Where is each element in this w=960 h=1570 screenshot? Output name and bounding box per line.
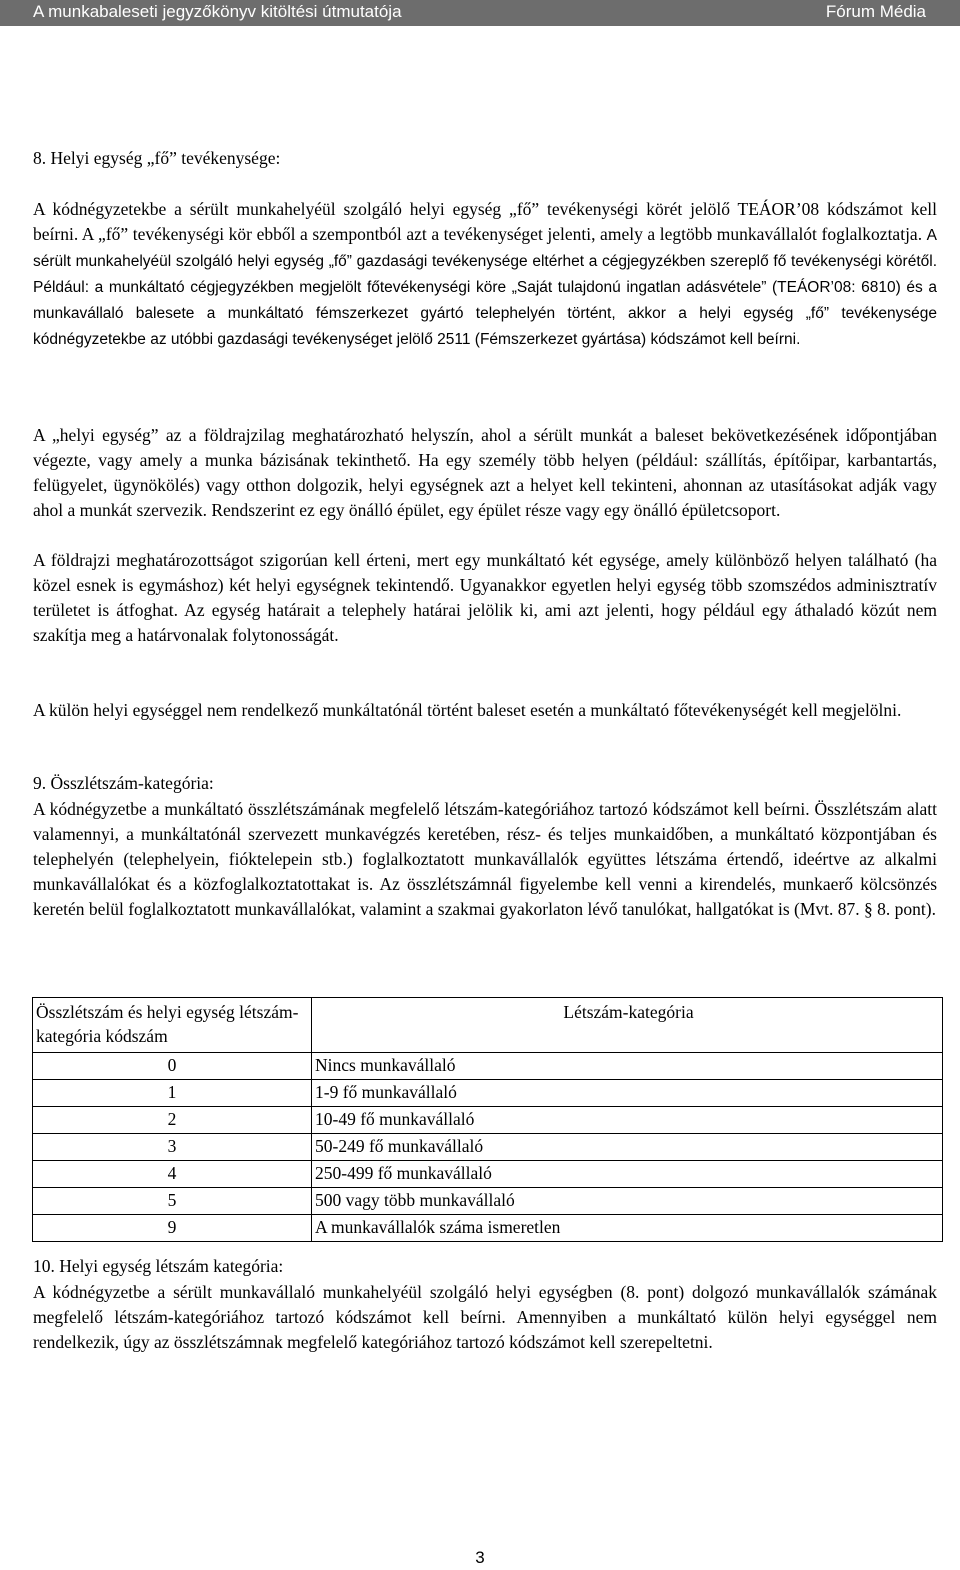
section-10-paragraph-1: A kódnégyzetbe a sérült munkavállaló munkahelyéül szolgáló helyi egységben (8. pont) dolgozó munkavállalók számának megfelelő létszám-kategóriához tartozó kódszámot kell beírni. Amennyiben a munkáltató külön helyi egységgel nem rendelkezik, úgy az összlétszámnak megfelelő kategóriához tartozó kódszámot kell szerepeltetni. — [33, 1282, 937, 1352]
table-row — [33, 1053, 943, 1080]
section-8-paragraph-4: A külön helyi egységgel nem rendelkező munkáltatónál történt baleset esetén a munkáltató főtevékenységét kell megjelölni. — [33, 700, 902, 720]
section-8-paragraph-2: A „helyi egység” az a földrajzilag meghatározható helyszín, ahol a sérült munkát a baleset bekövetkezésének időpontjában végezte, vagy amely a munka bázisának tekinthető. Ha egy személy több helyen (például: szállítás, építőipar, karbantartás, felügyelet, ügynökölés) vagy otthon dolgozik, helyi egységnek azt a helyet kell tekinteni, ahonnan az utasításokat adják vagy ahol a munkát szervezik. Rendszerint ez egy önálló épület, egy épület része vagy egy önálló épületcsoport. — [33, 425, 937, 520]
table-header-category: Létszám-kategória — [312, 998, 943, 1053]
table-cell-code: 2 — [33, 1107, 312, 1134]
section-8-paragraph-1 — [33, 197, 937, 352]
section-9-paragraph-1: A kódnégyzetbe a munkáltató összlétszámának megfelelő létszám-kategóriához tartozó kódszámot kell beírni. Összlétszám alatt valamennyi, a munkáltatónál szervezett munkavégzés keretében, rész- és teljes munkaidőben, a munkáltató központjában és telephelyén (telephelyein, fióktelepein stb.) foglalkoztatott munkavállalók együttes létszáma értendő, ideértve az alkalmi munkavállalókat és a közfoglalkoztatottakat is. Az összlétszámnál figyelembe kell venni a kirendelés, munkaerő kölcsönzés keretén belül foglalkoztatott munkavállalókat, valamint a szakmai gyakorlaton lévő tanulókat, hallgatókat is (Mvt. 87. § 8. pont). — [33, 799, 937, 919]
section-8-paragraph-1-serif: A kódnégyzetekbe a sérült munkahelyéül szolgáló helyi egység „fő” tevékenységi körét jelölő TEÁOR’08 kódszámot kell beírni. A „fő” tevékenységi kör ebből a szempontból azt a tevékenységet jelenti, amely a legtöbb munkavállalót foglalkoztatja. — [33, 199, 937, 244]
table-row — [33, 1188, 943, 1215]
table-cell-category: 10-49 fő munkavállaló — [312, 1107, 943, 1134]
section-9-title: 9. Összlétszám-kategória: — [33, 773, 214, 793]
table-cell-code: 9 — [33, 1215, 312, 1242]
section-8-paragraph-3: A földrajzi meghatározottságot szigorúan kell érteni, mert egy munkáltató két egysége, amely különböző helyen található (ha közel esnek is egymáshoz) két helyi egységnek tekintendő. Ugyanakkor egyetlen helyi egység több szomszédos adminisztratív területet is átfoghat. Az egység határait a telephely határai jelölik ki, ami azt jelenti, hogy például egy áthaladó közút nem szakítja meg a határvonalak folytonosságát. — [33, 550, 937, 645]
section-8-title: 8. Helyi egység „fő” tevékenysége: — [33, 148, 281, 168]
table-row — [33, 1134, 943, 1161]
headcount-category-table — [32, 997, 943, 1242]
table-header-row — [33, 998, 943, 1053]
table-row — [33, 1215, 943, 1242]
table-cell-category: 50-249 fő munkavállaló — [312, 1134, 943, 1161]
table-cell-code: 4 — [33, 1161, 312, 1188]
table-cell-category: 500 vagy több munkavállaló — [312, 1188, 943, 1215]
section-10-title: 10. Helyi egység létszám kategória: — [33, 1256, 284, 1276]
section-8-paragraph-1-sans: A sérült munkahelyéül szolgáló helyi egység „fő” gazdasági tevékenysége eltérhet a cégjegyzékben szereplő fő tevékenységi körétől. Például: a munkáltató cégjegyzékben megjelölt főtevékenységi köre „Saját tulajdonú ingatlan adásvétele” (TEÁOR’08: 6810) és a munkavállaló balesete a munkáltató fémszerkezet gyártó telephelyén történt, akkor a helyi egység „fő” tevékenysége kódnégyzetekbe az utóbbi gazdasági tevékenységet jelölő 2511 (Fémszerkezet gyártása) kódszámot kell beírni. — [33, 227, 937, 348]
publisher-name: Fórum Média — [825, 2, 926, 21]
table-row — [33, 1161, 943, 1188]
table-cell-code: 1 — [33, 1080, 312, 1107]
table-header-code: Összlétszám és helyi egység létszám-kategória kódszám — [33, 998, 312, 1053]
table-row — [33, 1107, 943, 1134]
table-cell-code: 0 — [33, 1053, 312, 1080]
document-title: A munkabaleseti jegyzőkönyv kitöltési útmutatója — [33, 2, 402, 21]
table-cell-category: Nincs munkavállaló — [312, 1053, 943, 1080]
table-cell-category: A munkavállalók száma ismeretlen — [312, 1215, 943, 1242]
table-cell-code: 5 — [33, 1188, 312, 1215]
page-header — [0, 0, 960, 26]
table-row — [33, 1080, 943, 1107]
page-number: 3 — [475, 1548, 485, 1567]
table-cell-category: 250-499 fő munkavállaló — [312, 1161, 943, 1188]
table-cell-code: 3 — [33, 1134, 312, 1161]
table-cell-category: 1-9 fő munkavállaló — [312, 1080, 943, 1107]
